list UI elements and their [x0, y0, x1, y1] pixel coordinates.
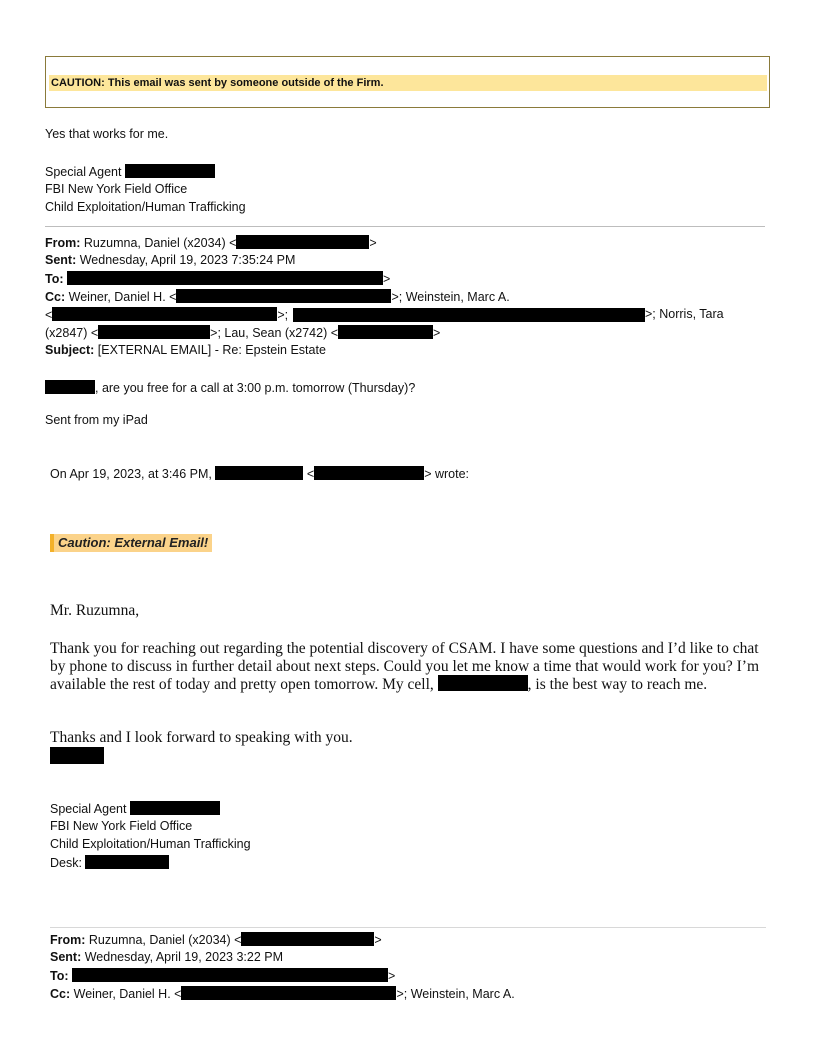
redaction	[45, 380, 95, 394]
redaction	[241, 932, 374, 946]
signature-desk: Desk:	[50, 855, 169, 870]
caution-banner: CAUTION: This email was sent by someone outside of the Firm.	[49, 75, 767, 91]
signature-title: Special Agent	[45, 164, 215, 179]
to-line: To: >	[45, 272, 391, 286]
cc-line: Cc: Weiner, Daniel H. < >; Weinstein, Marc A.	[45, 290, 510, 304]
to-line: To: >	[50, 969, 396, 983]
redaction	[130, 801, 220, 815]
redaction	[293, 308, 645, 322]
redaction	[85, 855, 169, 869]
cc-line-2: < >;	[45, 308, 289, 322]
redaction	[438, 675, 528, 691]
sent-from: Sent from my iPad	[45, 413, 148, 427]
redaction	[72, 968, 388, 982]
signature-office: FBI New York Field Office	[45, 182, 188, 196]
cc-line-2-tail: >; Norris, Tara	[645, 307, 724, 321]
redaction	[181, 986, 396, 1000]
redaction	[50, 747, 104, 764]
redaction	[236, 235, 369, 249]
redaction	[314, 466, 424, 480]
redaction	[67, 271, 383, 285]
question-line: , are you free for a call at 3:00 p.m. tomorrow (Thursday)?	[45, 380, 415, 395]
external-caution-badge: Caution: External Email!	[50, 534, 212, 552]
from-line: From: Ruzumna, Daniel (x2034) < >	[45, 236, 377, 250]
cc-line: Cc: Weiner, Daniel H. < >; Weinstein, Marc A.	[50, 987, 515, 1001]
cc-line-3: (x2847) < >; Lau, Sean (x2742) < >	[45, 326, 441, 340]
sent-line: Sent: Wednesday, April 19, 2023 3:22 PM	[50, 950, 284, 964]
redaction	[176, 289, 391, 303]
redaction	[98, 325, 210, 339]
redaction	[338, 325, 433, 339]
subject-line: Subject: [EXTERNAL EMAIL] - Re: Epstein Estate	[45, 343, 326, 357]
redaction	[215, 466, 303, 480]
caution-box	[45, 56, 770, 108]
divider	[50, 927, 766, 928]
sent-line: Sent: Wednesday, April 19, 2023 7:35:24 PM	[45, 253, 296, 267]
divider	[45, 226, 765, 227]
signature-unit: Child Exploitation/Human Trafficking	[45, 200, 246, 214]
salutation: Mr. Ruzumna,	[50, 602, 140, 619]
closing-line: Thanks and I look forward to speaking with you.	[50, 729, 353, 746]
reply-line: Yes that works for me.	[45, 127, 169, 141]
redaction	[125, 164, 215, 178]
signature-title: Special Agent	[50, 801, 220, 816]
signature-unit: Child Exploitation/Human Trafficking	[50, 837, 251, 851]
signature-office: FBI New York Field Office	[50, 819, 193, 833]
quote-intro: On Apr 19, 2023, at 3:46 PM, < > wrote:	[50, 467, 470, 481]
redaction	[52, 307, 277, 321]
from-line: From: Ruzumna, Daniel (x2034) < >	[50, 933, 382, 947]
body-paragraph: Thank you for reaching out regarding the potential discovery of CSAM. I have some questions and I’d like to chat by phone to discuss in further detail about next steps. Could you let me know a time that would work for you? I’m available the rest of today and pretty open tomorrow. My cell, , is the best way to reach me.	[50, 640, 759, 693]
